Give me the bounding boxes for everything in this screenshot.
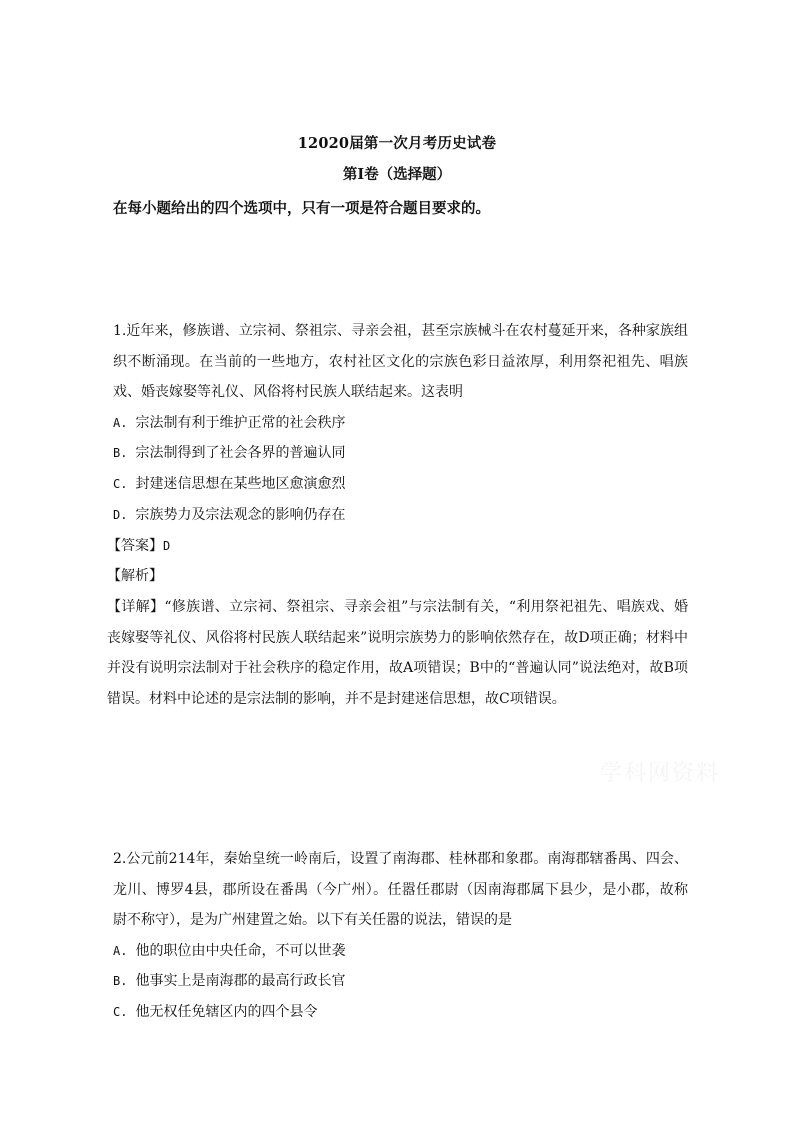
question-1-option-d [113, 500, 688, 531]
question-2-stem: 2.公元前214年，秦始皇统一岭南后，设置了南海郡、桂林郡和象郡。南海郡辖番禺、四会、龙川、博罗4县，郡所设在番禺（今广州）。任嚣任郡尉（因南海郡属下县少，是小郡，故称尉不称守），是为广州建置之始。以下有关任嚣的说法，错误的是 [113, 851, 688, 928]
answer-value: D [163, 538, 171, 553]
option-text: 宗法制得到了社会各界的普遍认同 [135, 445, 346, 462]
option-text: 宗法制有利于维护正常的社会秩序 [135, 414, 346, 431]
option-text: 封建迷信思想在某些地区愈演愈烈 [135, 476, 346, 493]
question-1 [107, 316, 688, 714]
exam-title: 12020届第一次月考历史试卷 [297, 135, 497, 152]
option-text: 他事实上是南海郡的最高行政长官 [135, 973, 346, 990]
option-text: 他无权任免辖区内的四个县令 [135, 1004, 318, 1021]
option-text: 他的职位由中央任命，不可以世袭 [135, 942, 346, 959]
answer-label: 【答案】 [107, 537, 163, 554]
watermark: 学科网资料 [600, 761, 721, 786]
option-letter: B. [113, 446, 128, 461]
question-1-detail: 【详解】“修族谱、立宗祠、祭祖宗、寻亲会祖”与宗法制有关，“利用祭祀祖先、唱族戏、婚丧嫁娶等礼仪、风俗将村民族人联结起来”说明宗族势力的影响依然存在，故D项正确；材料中并没有说明宗法制对于社会秩序的稳定作用，故A项错误；B中的“普遍认同”说法绝对，故B项错误。材料中论述的是宗法制的影响，并不是封建迷信思想，故C项错误。 [107, 599, 688, 707]
question-2-option-a [113, 936, 688, 967]
question-1-stem: 1.近年来，修族谱、立宗祠、祭祖宗、寻亲会祖，甚至宗族械斗在农村蔓延开来，各种家族组织不断涌现。在当前的一些地方，农村社区文化的宗族色彩日益浓厚，利用祭祀祖先、唱族戏、婚丧嫁娶等礼仪、风俗将村民族人联结起来。这表明 [113, 323, 688, 400]
question-2-option-b [113, 966, 688, 997]
question-1-option-c [113, 469, 688, 500]
question-1-answer [107, 531, 688, 562]
question-1-option-a [113, 408, 688, 439]
question-2-option-c [113, 997, 688, 1028]
question-1-option-b [113, 438, 688, 469]
option-text: 宗族势力及宗法观念的影响仍存在 [135, 506, 346, 523]
section-title: 第Ⅰ卷（选择题） [342, 166, 452, 183]
option-letter: B. [113, 974, 128, 989]
option-letter: D. [113, 507, 128, 522]
section-instruction: 在每小题给出的四个选项中，只有一项是符合题目要求的。 [113, 200, 490, 217]
option-letter: A. [113, 415, 128, 430]
question-2 [113, 844, 688, 1028]
option-letter: A. [113, 943, 128, 958]
question-1-analysis-label: 【解析】 [107, 568, 163, 585]
option-letter: C. [113, 1005, 128, 1020]
option-letter: C. [113, 477, 128, 492]
